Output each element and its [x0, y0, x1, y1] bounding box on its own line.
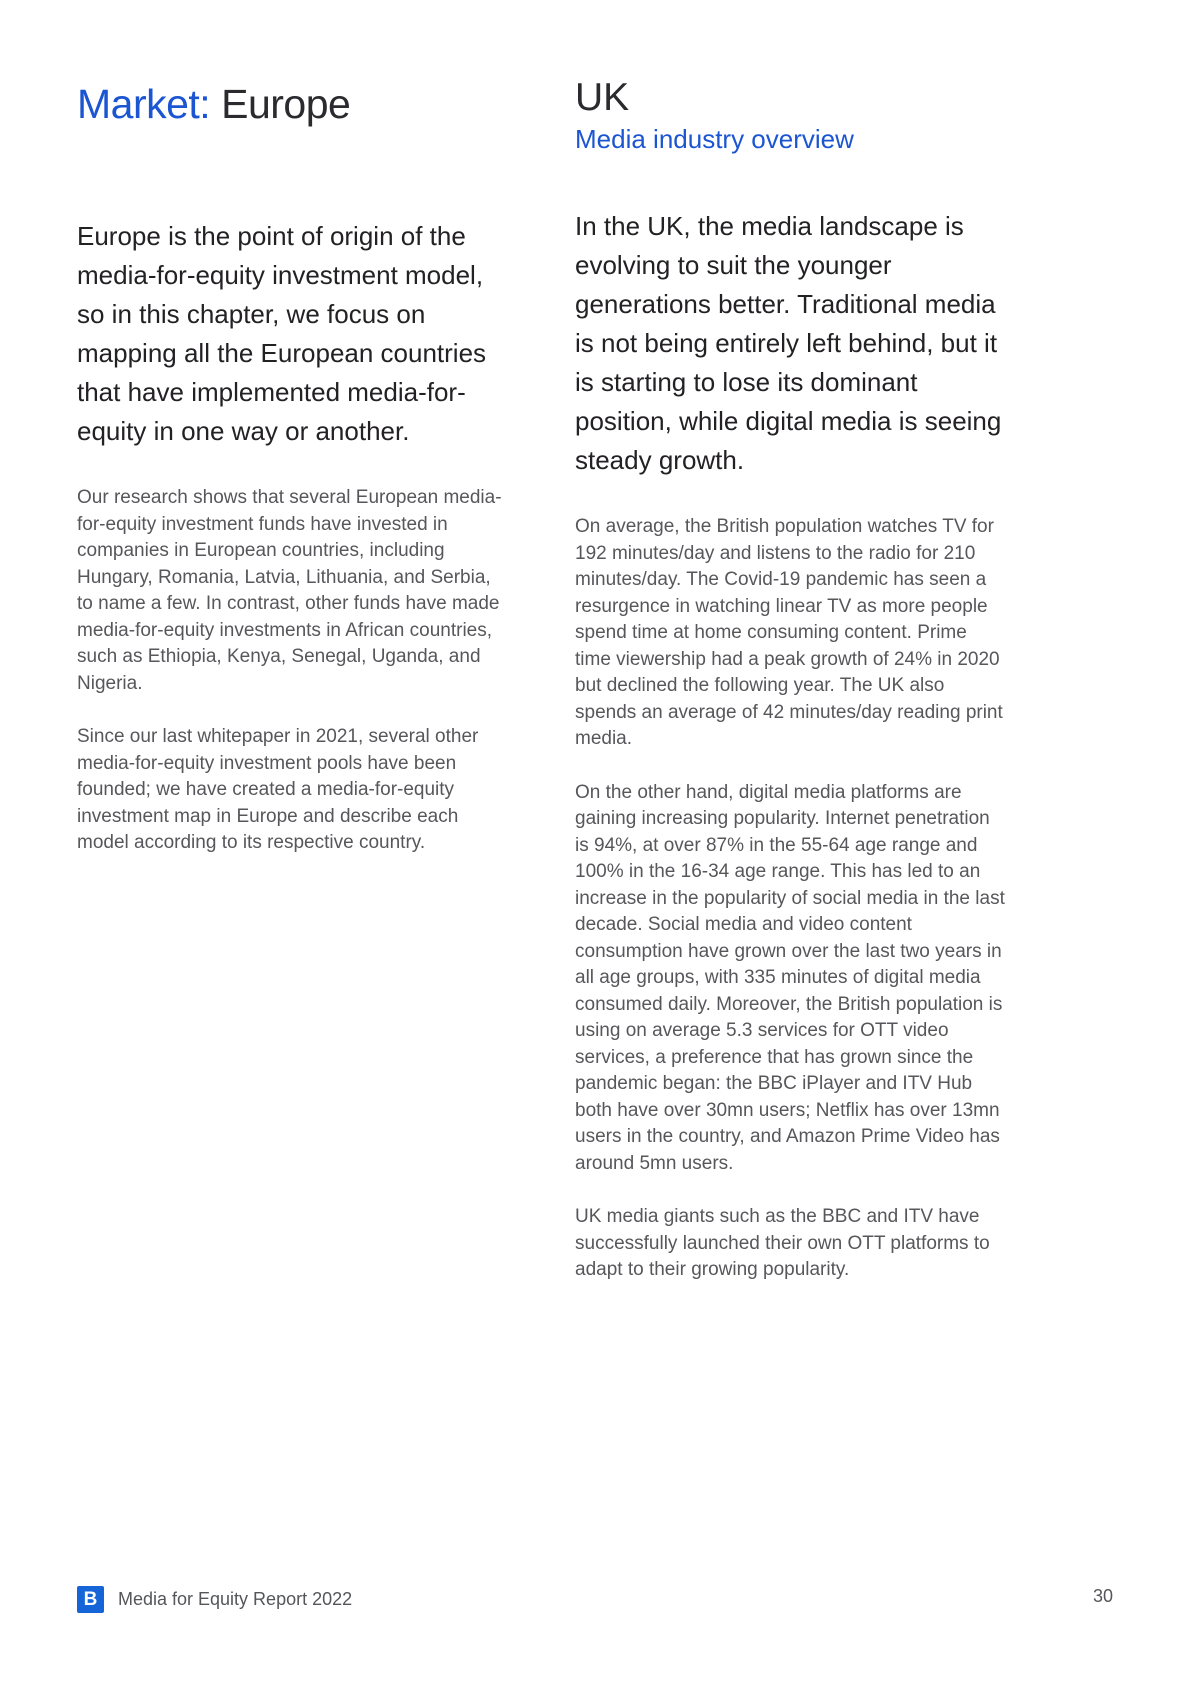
page-title-accent: Market:	[77, 81, 211, 127]
left-lead-paragraph: Europe is the point of origin of the media-for-equity investment model, so in this chapter, we focus on mapping all the European countries that have implemented media-for-equity in one way or another.	[77, 221, 487, 447]
right-paragraph-3: UK media giants such as the BBC and ITV have successfully launched their own OTT platforms to adapt to their growing popularity.	[575, 1206, 990, 1281]
page-title-region: Europe	[210, 81, 351, 127]
right-column	[575, 0, 1005, 1284]
left-column	[77, 0, 507, 1284]
brand-logo-icon: B	[77, 1586, 104, 1613]
left-paragraph-2: Since our last whitepaper in 2021, several other media-for-equity investment pools have been founded; we have created a media-for-equity investment map in Europe and describe each model according to its respective country.	[77, 726, 479, 854]
two-column-layout	[77, 0, 1005, 1284]
footer-report-title: Media for Equity Report 2022	[118, 1589, 353, 1609]
right-paragraph-2: On the other hand, digital media platforms are gaining increasing popularity. Internet penetration is 94%, at over 87% in the 55-64 age range and 100% in the 16-34 age range. This has led to an increase in the popularity of social media in the last decade. Social media and video content consumption have grown over the last two years in all age groups, with 335 minutes of digital media consumed daily. Moreover, the British population is using on average 5.3 services for OTT video services, a preference that has grown since the pandemic began: the BBC iPlayer and ITV Hub both have over 30mn users; Netflix has over 13mn users in the country, and Amazon Prime Video has around 5mn users.	[575, 781, 1005, 1174]
right-lead-paragraph: In the UK, the media landscape is evolving to suit the younger generations better. Traditional media is not being entirely left behind, but it is starting to lose its dominant position, while digital media is seeing steady growth.	[575, 211, 1002, 476]
section-subtitle: Media industry overview	[575, 123, 854, 154]
left-paragraph-1: Our research shows that several European media-for-equity investment funds have invested in companies in European countries, including Hungary, Romania, Latvia, Lithuania, and Serbia, to name a few. In contrast, other funds have made media-for-equity investments in African countries, such as Ethiopia, Kenya, Senegal, Uganda, and Nigeria.	[77, 487, 502, 694]
right-paragraph-1: On average, the British population watches TV for 192 minutes/day and listens to the radio for 210 minutes/day. The Covid-19 pandemic has seen a resurgence in watching linear TV as more people spend time at home consuming content. Prime time viewership had a peak growth of 24% in 2020 but declined the following year. The UK also spends an average of 42 minutes/day reading print media.	[575, 516, 1003, 750]
page-title	[77, 80, 507, 129]
page-footer	[77, 1586, 1123, 1616]
footer-brand	[77, 1586, 1123, 1613]
country-title: UK	[575, 76, 630, 119]
page-number: 30	[1092, 1586, 1113, 1606]
